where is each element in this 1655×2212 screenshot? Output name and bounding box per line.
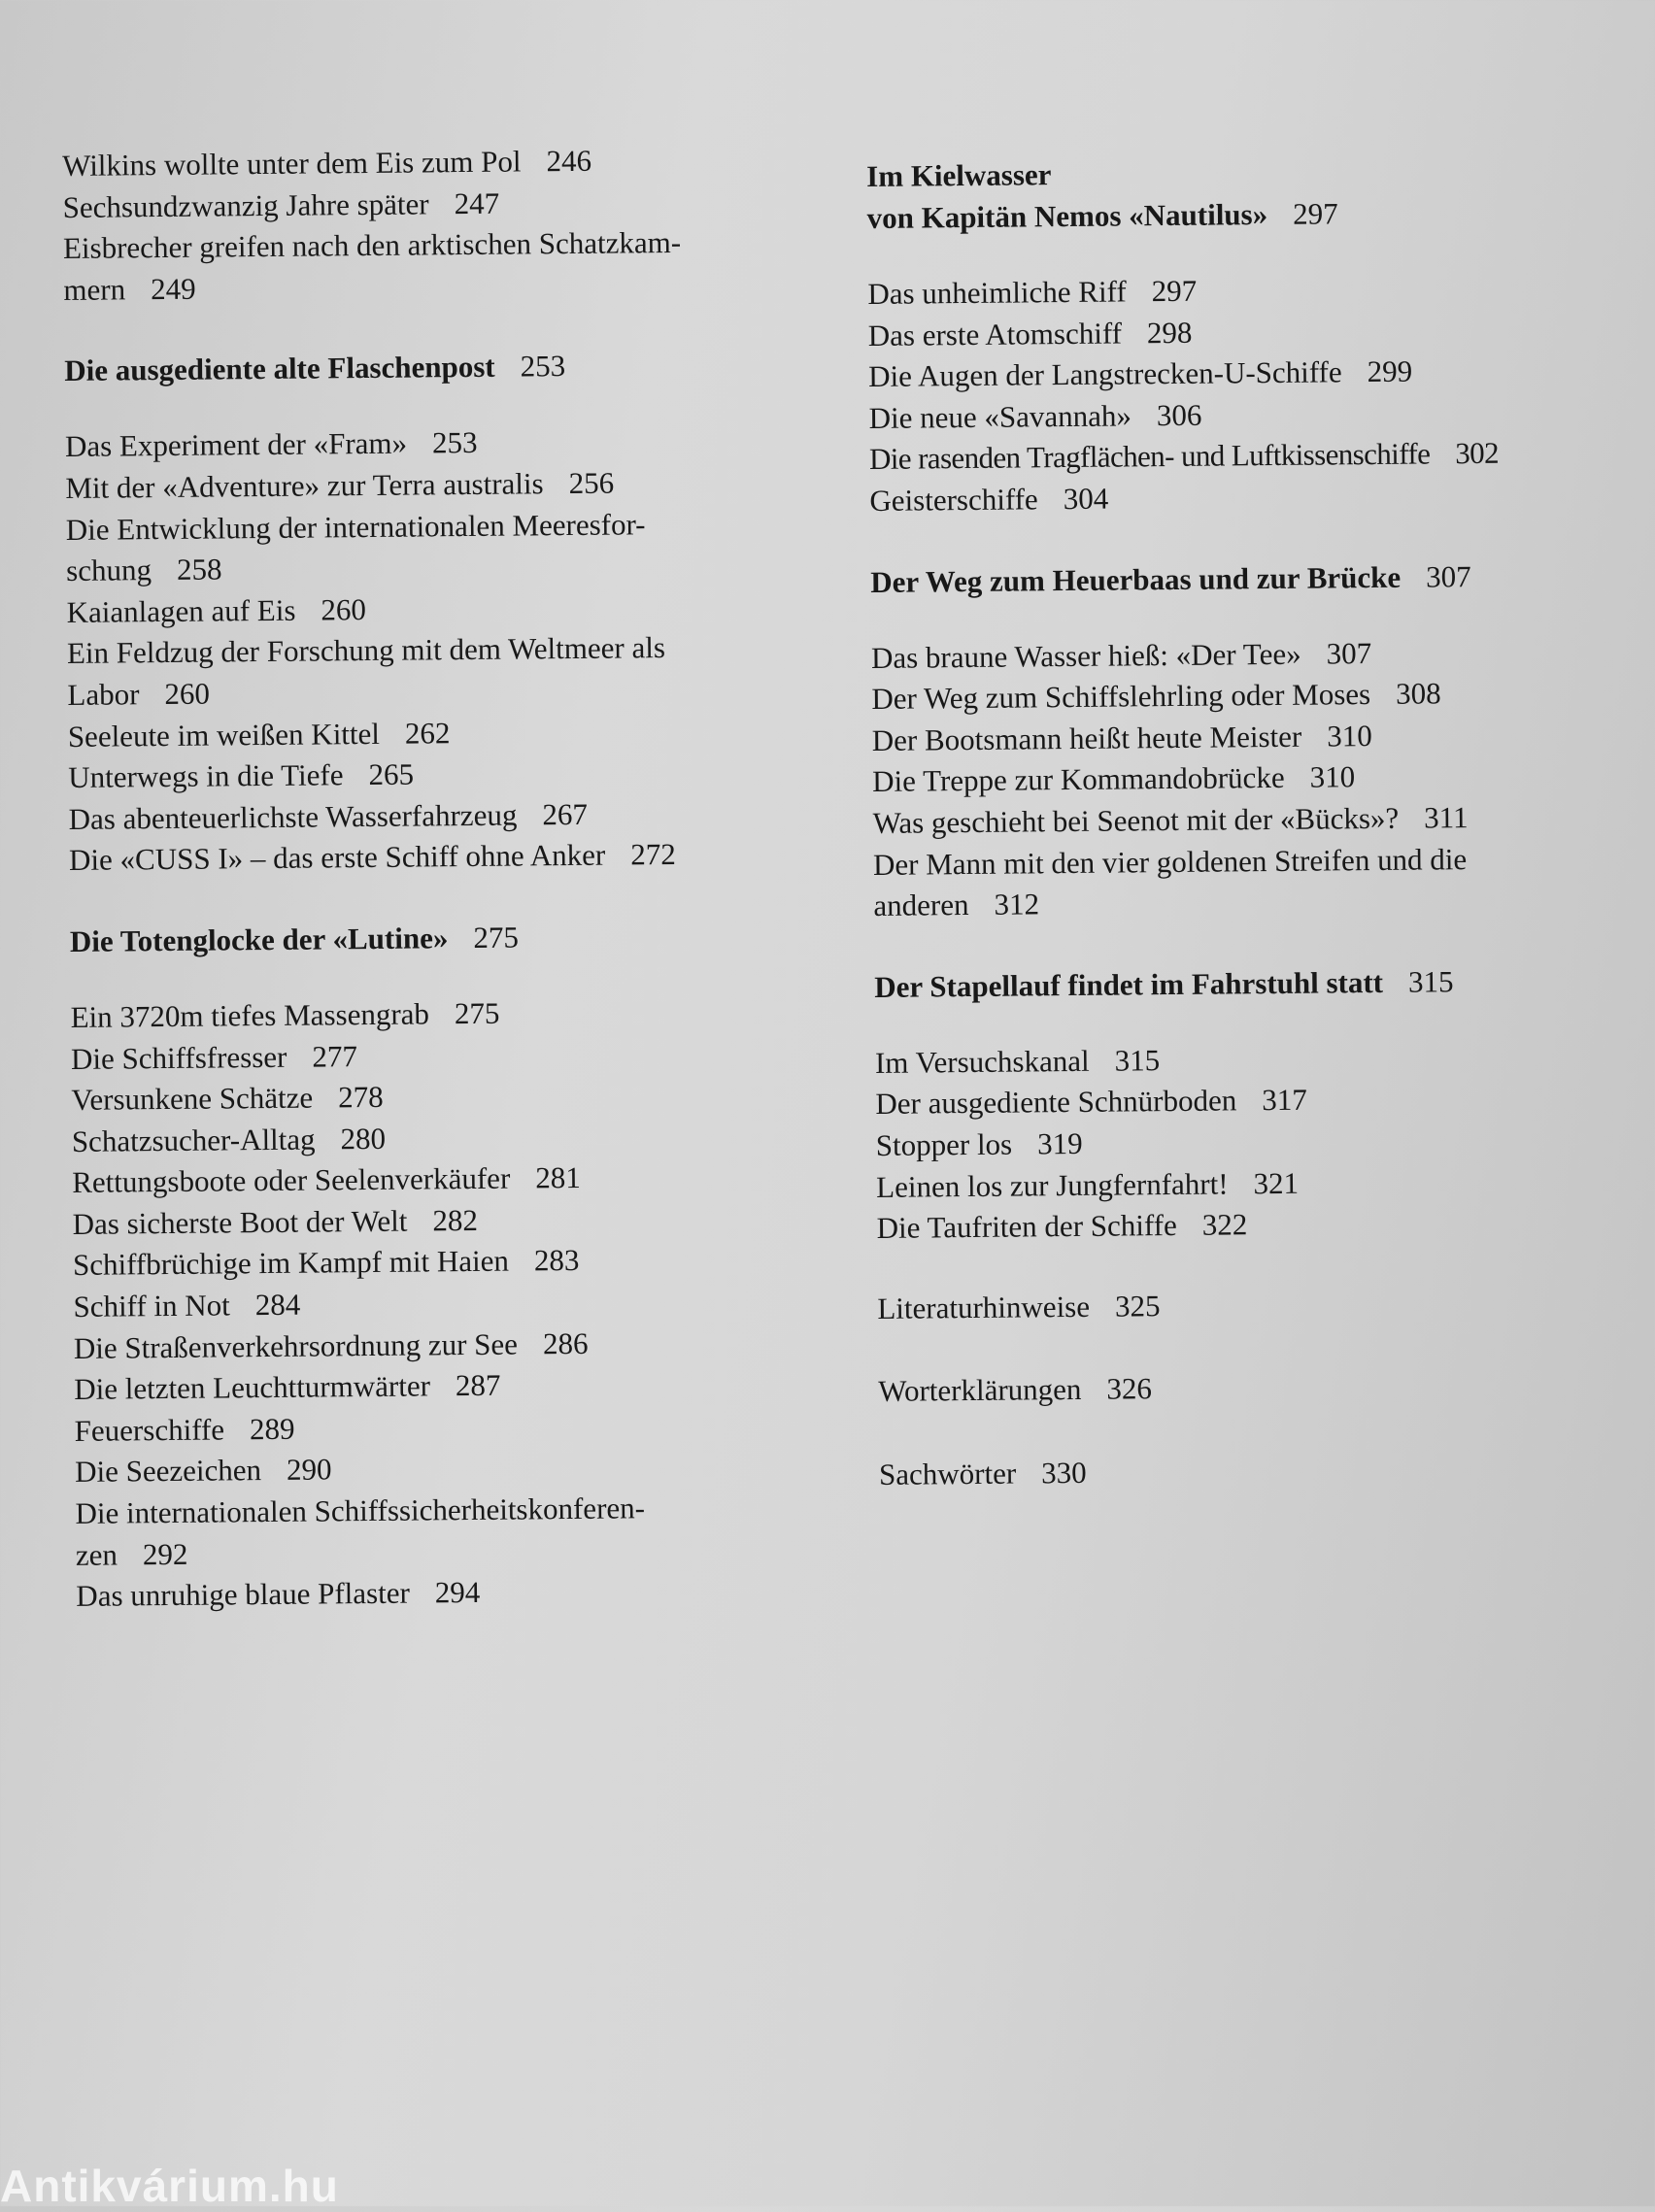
section-heading: Die ausgediente alte Flaschenpost 253: [64, 349, 566, 388]
toc-section: [870, 553, 1641, 927]
toc-entry: Seeleute im weißen Kittel 262: [67, 715, 451, 754]
toc-section: [874, 958, 1644, 1250]
watermark: Antikvárium.hu: [0, 2161, 339, 2211]
toc-entry: zen 292: [75, 1536, 188, 1572]
toc-entry: Die neue «Savannah» 306: [868, 397, 1202, 435]
toc-section: [70, 913, 834, 1617]
toc-entry: Das unheimliche Riff 297: [867, 273, 1198, 311]
toc-entry: Schatzsucher-Alltag 280: [71, 1121, 387, 1158]
toc-entry: Worterklärungen 326: [878, 1371, 1153, 1409]
toc-entry: Wilkins wollte unter dem Eis zum Pol 246: [62, 143, 592, 183]
toc-entry: Die Entwicklung der internationalen Meeresfor-: [65, 506, 646, 547]
section-entries: [70, 989, 833, 1617]
toc-entry: Die internationalen Schiffssicherheitskonferen-: [75, 1491, 646, 1530]
toc-left-column: [62, 139, 834, 1657]
toc-appendix: [877, 1281, 1646, 1495]
toc-entry: Feuerschiffe 289: [74, 1411, 295, 1448]
toc-entry: Schiff in Not 284: [73, 1287, 301, 1324]
toc-entry: Rettungsboote oder Seelenverkäufer 281: [72, 1160, 581, 1200]
toc-entry: Ein 3720m tiefes Massengrab 275: [70, 995, 500, 1034]
toc-entry: anderen 312: [873, 887, 1040, 923]
toc-entry: Der Weg zum Schiffslehrling oder Moses 308: [871, 676, 1441, 717]
section-entries: [867, 266, 1637, 521]
toc-entry: Die rasenden Tragflächen- und Luftkissenschiffe 302: [868, 436, 1500, 477]
toc-entry: Das braune Wasser hieß: «Der Tee» 307: [870, 635, 1372, 675]
toc-section: [64, 343, 827, 882]
toc-entry: schung 258: [66, 552, 222, 588]
toc-entry: Sechsundzwanzig Jahre später 247: [62, 185, 500, 224]
toc-entry: Das abenteuerlichste Wasserfahrzeug 267: [68, 796, 589, 836]
toc-entry: Ein Feldzug der Forschung mit dem Weltmeer als: [66, 630, 666, 671]
toc-entry: Die Seezeichen 290: [74, 1452, 332, 1490]
toc-entry: Die letzten Leuchtturmwärter 287: [74, 1367, 501, 1407]
toc-entry: Die Straßenverkehrsordnung zur See 286: [73, 1325, 589, 1365]
toc-entry: Das sicherste Boot der Welt 282: [72, 1202, 479, 1241]
toc-entry: Das unruhige blaue Pflaster 294: [76, 1575, 481, 1614]
section-heading: Der Weg zum Heuerbaas und zur Brücke 307: [870, 558, 1471, 599]
toc-entry: mern 249: [63, 271, 196, 307]
toc-entry: Was geschieht bei Seenot mit der «Bücks»? 311: [872, 800, 1469, 840]
section-entries: [65, 419, 827, 882]
toc-entry: Im Versuchskanal 315: [874, 1042, 1161, 1080]
toc-entry: Eisbrecher greifen nach den arktischen Schatzkam-: [62, 225, 682, 266]
toc-entry: Der ausgediente Schnürboden 317: [875, 1083, 1307, 1122]
toc-entry: Die Schiffsfresser 277: [70, 1038, 358, 1076]
toc-entry: Der Bootsmann heißt heute Meister 310: [871, 718, 1372, 757]
section-entries: [871, 630, 1641, 927]
toc-section: [866, 148, 1638, 521]
toc-entry: Die «CUSS I» – das erste Schiff ohne Anker 272: [68, 837, 676, 878]
toc-entry: Stopper los 319: [875, 1125, 1083, 1162]
section-heading: Im Kielwasser von Kapitän Nemos «Nautilus» 297: [866, 157, 1338, 235]
toc-entry: Leinen los zur Jungfernfahrt! 321: [876, 1165, 1300, 1204]
toc-entry: Unterwegs in die Tiefe 265: [68, 756, 415, 795]
toc-entry: Labor 260: [67, 676, 211, 712]
toc-entry: Mit der «Adventure» zur Terra australis 256: [65, 465, 615, 505]
toc-entry: Die Treppe zur Kommandobrücke 310: [872, 759, 1356, 799]
toc-entry: Die Taufriten der Schiffe 322: [876, 1207, 1248, 1246]
toc-entry: Schiffbrüchige im Kampf mit Haien 283: [72, 1243, 580, 1283]
toc-entry: Literaturhinweise 325: [877, 1288, 1161, 1325]
section-entries: [875, 1035, 1644, 1250]
toc-entry: Der Mann mit den vier goldenen Streifen und die: [872, 841, 1468, 882]
toc-entry: Geisterschiffe 304: [869, 481, 1109, 518]
section-heading: Der Stapellauf findet im Fahrstuhl statt 315: [874, 963, 1454, 1004]
toc-entry: Sachwörter 330: [878, 1455, 1087, 1491]
toc-entry: Kaianlagen auf Eis 260: [66, 591, 367, 629]
toc-entry: Das erste Atomschiff 298: [867, 315, 1193, 352]
toc-entry: Versunkene Schätze 278: [71, 1079, 384, 1118]
toc-entry: Das Experiment der «Fram» 253: [64, 425, 478, 464]
section-heading: Die Totenglocke der «Lutine» 275: [69, 920, 520, 958]
toc-intro-entries: [62, 139, 822, 312]
toc-right-column: [866, 148, 1647, 1537]
toc-entry: Die Augen der Langstrecken-U-Schiffe 299: [868, 353, 1413, 394]
